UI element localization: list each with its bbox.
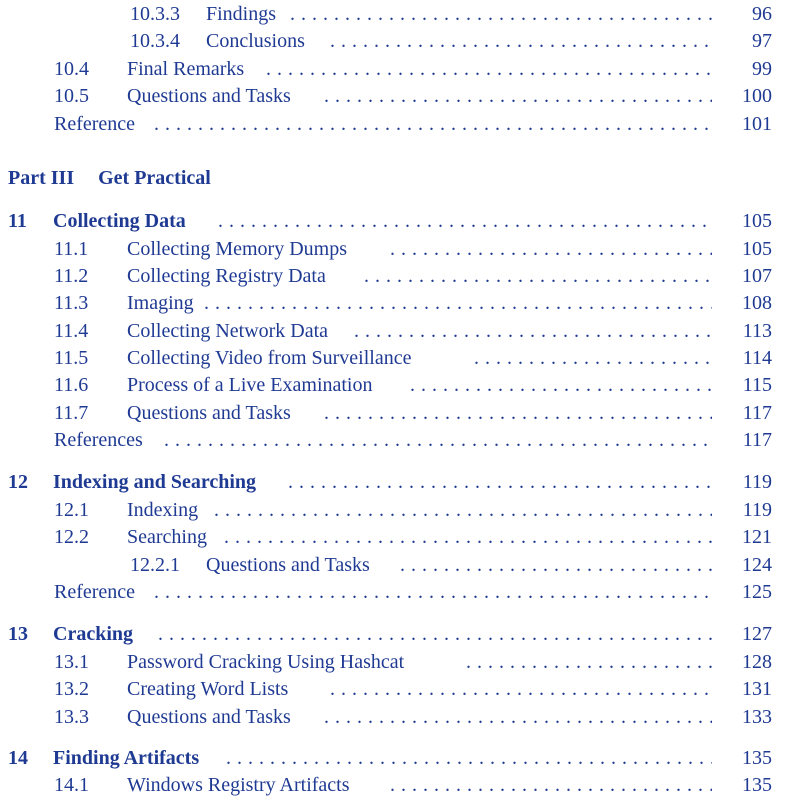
entry-page: 117 (712, 399, 772, 427)
dot-leader (226, 744, 718, 772)
dot-leader (290, 0, 720, 28)
toc-entry-11-7[interactable] (54, 399, 770, 427)
dot-leader (324, 703, 720, 731)
entry-title: Collecting Network Data (127, 320, 332, 342)
toc-entry-11-2[interactable] (54, 262, 770, 290)
entry-title: Questions and Tasks (127, 706, 295, 728)
entry-page: 133 (712, 703, 772, 731)
chapter-number: 11 (8, 210, 27, 232)
entry-page: 107 (712, 262, 772, 290)
toc-entry-13-2[interactable] (54, 675, 770, 703)
entry-page: 97 (712, 27, 772, 55)
entry-number: 12.2.1 (130, 554, 180, 576)
toc-chapter-14[interactable] (8, 744, 770, 772)
entry-number: 14.1 (54, 774, 89, 796)
dot-leader (474, 344, 720, 372)
dot-leader (204, 289, 720, 317)
entry-number: 13.3 (54, 706, 89, 728)
entry-title: Findings (206, 3, 280, 25)
entry-title: Collecting Memory Dumps (127, 238, 351, 260)
entry-page: 108 (712, 289, 772, 317)
dot-leader (154, 110, 720, 138)
entry-number: 12.2 (54, 526, 89, 548)
entry-number: 10.3.4 (130, 30, 180, 52)
dot-leader (354, 317, 720, 345)
entry-page: 99 (712, 55, 772, 83)
chapter-title: Collecting Data (53, 210, 190, 232)
part-label: Part III (8, 167, 75, 189)
toc-entry-11-6[interactable] (54, 371, 770, 399)
entry-number: 11.1 (54, 238, 89, 260)
toc-entry-11-1[interactable] (54, 235, 770, 263)
chapter-number: 12 (8, 471, 28, 493)
chapter-page: 127 (712, 620, 772, 648)
entry-number: 13.2 (54, 678, 89, 700)
entry-number: 13.1 (54, 651, 89, 673)
chapter-number: 13 (8, 623, 28, 645)
entry-title: Reference (54, 581, 139, 603)
entry-page: 115 (712, 371, 772, 399)
dot-leader (410, 371, 720, 399)
dot-leader (330, 27, 720, 55)
entry-number: 11.6 (54, 374, 89, 396)
entry-page: 124 (712, 551, 772, 579)
entry-page: 96 (712, 0, 772, 28)
toc-entry-13-3[interactable] (54, 703, 770, 731)
toc-entry-14-1[interactable] (54, 771, 770, 799)
toc-entry-10-3-4[interactable] (130, 27, 770, 55)
toc-entry-reference[interactable] (54, 110, 770, 138)
dot-leader (154, 578, 720, 606)
entry-number: 12.1 (54, 499, 89, 521)
toc-chapter-13[interactable] (8, 620, 770, 648)
entry-title: Creating Word Lists (127, 678, 292, 700)
chapter-title: Cracking (53, 623, 137, 645)
toc-entry-11-5[interactable] (54, 344, 770, 372)
toc-chapter-12[interactable] (8, 468, 770, 496)
entry-page: 105 (712, 235, 772, 263)
chapter-title: Finding Artifacts (53, 747, 203, 769)
entry-title: Questions and Tasks (127, 85, 295, 107)
toc-entry-10-3-3[interactable] (130, 0, 770, 28)
entry-title: Collecting Video from Surveillance (127, 347, 415, 369)
toc-entry-11-3[interactable] (54, 289, 770, 317)
toc-entry-13-1[interactable] (54, 648, 770, 676)
entry-page: 121 (712, 523, 772, 551)
entry-number: 11.5 (54, 347, 89, 369)
toc-entry-12-2-1[interactable] (130, 551, 770, 579)
dot-leader (158, 620, 718, 648)
dot-leader (466, 648, 720, 676)
entry-title: Indexing (127, 499, 202, 521)
chapter-page: 135 (712, 744, 772, 772)
dot-leader (266, 55, 720, 83)
entry-page: 119 (712, 496, 772, 524)
entry-title: References (54, 429, 147, 451)
chapter-page: 105 (712, 207, 772, 235)
toc-entry-10-5[interactable] (54, 82, 770, 110)
entry-page: 135 (712, 771, 772, 799)
toc-chapter-11[interactable] (8, 207, 770, 235)
dot-leader (364, 262, 720, 290)
entry-number: 10.5 (54, 85, 89, 107)
dot-leader (400, 551, 720, 579)
dot-leader (224, 523, 720, 551)
dot-leader (214, 496, 720, 524)
entry-title: Password Cracking Using Hashcat (127, 651, 408, 673)
entry-title: Final Remarks (127, 58, 248, 80)
dot-leader (324, 399, 720, 427)
dot-leader (330, 675, 720, 703)
entry-page: 117 (712, 426, 772, 454)
entry-number: 11.2 (54, 265, 89, 287)
chapter-title: Indexing and Searching (53, 471, 260, 493)
dot-leader (390, 235, 720, 263)
dot-leader (164, 426, 720, 454)
dot-leader (324, 82, 720, 110)
part-title: Get Practical (98, 167, 211, 189)
dot-leader (218, 207, 718, 235)
entry-title: Searching (127, 526, 211, 548)
toc-entry-reference-12[interactable] (54, 578, 770, 606)
entry-page: 131 (712, 675, 772, 703)
entry-page: 101 (712, 110, 772, 138)
toc-entry-11-4[interactable] (54, 317, 770, 345)
entry-title: Collecting Registry Data (127, 265, 330, 287)
toc-entry-references[interactable] (54, 426, 770, 454)
entry-number: 10.4 (54, 58, 89, 80)
entry-title: Questions and Tasks (206, 554, 374, 576)
entry-title: Windows Registry Artifacts (127, 774, 354, 796)
entry-title: Imaging (127, 292, 198, 314)
entry-page: 114 (712, 344, 772, 372)
entry-page: 113 (712, 317, 772, 345)
toc-entry-10-4[interactable] (54, 55, 770, 83)
entry-number: 10.3.3 (130, 3, 180, 25)
entry-number: 11.3 (54, 292, 89, 314)
entry-page: 100 (712, 82, 772, 110)
dot-leader (288, 468, 718, 496)
entry-title: Questions and Tasks (127, 402, 295, 424)
toc-entry-12-1[interactable] (54, 496, 770, 524)
toc-entry-12-2[interactable] (54, 523, 770, 551)
dot-leader (390, 771, 720, 799)
entry-title: Reference (54, 113, 139, 135)
chapter-number: 14 (8, 747, 28, 769)
entry-title: Conclusions (206, 30, 309, 52)
entry-number: 11.4 (54, 320, 89, 342)
part-heading[interactable] (8, 164, 211, 192)
entry-title: Process of a Live Examination (127, 374, 377, 396)
entry-page: 125 (712, 578, 772, 606)
chapter-page: 119 (712, 468, 772, 496)
entry-page: 128 (712, 648, 772, 676)
entry-number: 11.7 (54, 402, 89, 424)
